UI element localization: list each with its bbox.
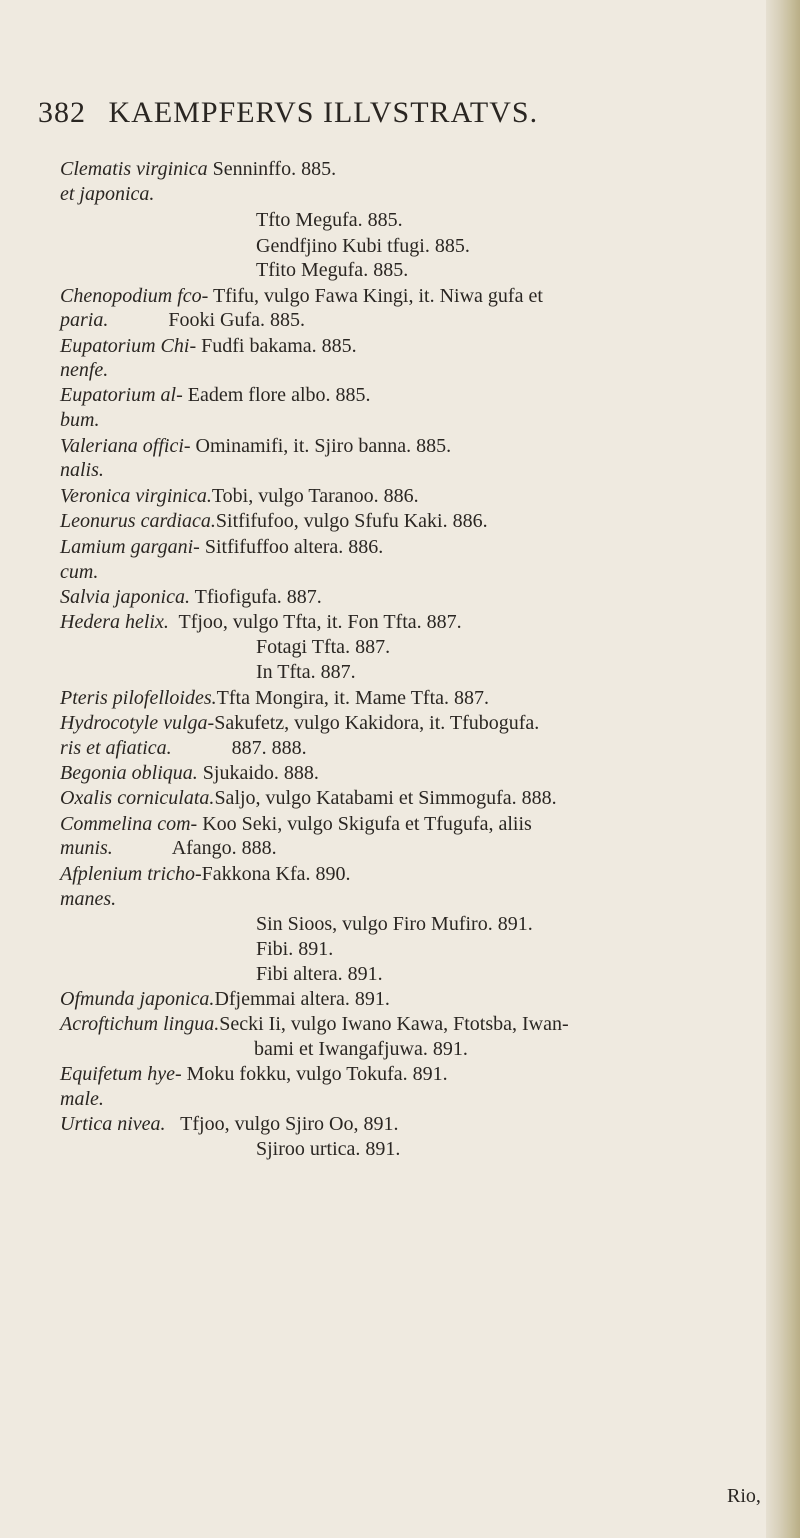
index-line [60,1087,104,1111]
index-line [60,383,371,407]
index-line [60,862,351,886]
index-line [60,836,277,860]
index-line [60,585,322,609]
index-line [60,610,462,634]
japanese-entry: bami et Iwangafjuwa. 891. [254,1038,468,1060]
japanese-entry: Ominamifi, it. Sjiro banna. 885. [190,435,452,457]
japanese-entry: Tfito Megufa. 885. [256,259,409,281]
index-line [256,660,356,684]
latin-name: Urtica nivea. [60,1113,166,1135]
index-line [60,334,357,358]
catchword: Rio, [727,1485,761,1507]
latin-name: Chenopodium fco- [60,285,209,307]
japanese-entry: Secki Ii, vulgo Iwano Kawa, Ftotsba, Iwan- [219,1013,569,1035]
index-line [60,1112,399,1136]
index-line [256,962,383,986]
index-line [256,937,333,961]
latin-name: ris et afiatica. [60,737,172,759]
latin-name: Pteris pilofelloides. [60,687,217,709]
japanese-entry: Fooki Gufa. 885. [108,309,306,331]
index-line [60,182,154,206]
index-line [60,761,319,785]
japanese-entry: Fudfi bakama. 885. [196,335,357,357]
japanese-entry: Fibi altera. 891. [256,963,383,985]
index-line [60,1012,569,1036]
latin-name: Lamium gargani- [60,536,200,558]
page-number: 382 [38,96,86,129]
latin-name: nalis. [60,459,104,481]
index-line [60,736,307,760]
latin-name: manes. [60,888,117,910]
japanese-entry: Tfto Megufa. 885. [256,209,403,231]
latin-name: Equifetum hye- [60,1063,182,1085]
japanese-entry: Sin Sioos, vulgo Firo Mufiro. 891. [256,913,533,935]
japanese-entry: Saljo, vulgo Katabami et Simmogufa. 888. [214,787,557,809]
japanese-entry: Fibi. 891. [256,938,334,960]
latin-name: Veronica virginica. [60,485,212,507]
japanese-entry: Sjiroo urtica. 891. [256,1138,401,1160]
japanese-entry: Tfiofigufa. 887. [189,586,322,608]
index-line [60,535,383,559]
index-line [60,1062,448,1086]
index-line [60,786,557,810]
japanese-entry: Koo Seki, vulgo Skigufa et Tfugufa, aliis [197,813,532,835]
japanese-entry: 887. 888. [171,737,307,759]
latin-name: nenfe. [60,359,109,381]
japanese-entry: Sakufetz, vulgo Kakidora, it. Tfubogufa. [214,712,540,734]
index-line [60,987,390,1011]
index-line [60,560,98,584]
index-line [256,1137,400,1161]
running-title: KAEMPFERVS ILLVSTRATVS. [108,96,539,129]
latin-name: male. [60,1088,104,1110]
index-line [60,157,336,181]
index-line [60,484,419,508]
latin-name: bum. [60,409,100,431]
latin-name: Hedera helix. [60,611,169,633]
latin-name: Ofmunda japonica. [60,988,215,1010]
latin-name: Commelina com- [60,813,198,835]
index-line [60,509,488,533]
index-line [256,635,390,659]
japanese-entry: Tfjoo, vulgo Tfta, it. Fon Tfta. 887. [168,611,462,633]
page-header [38,96,758,130]
japanese-entry: Eadem flore albo. 885. [182,384,371,406]
japanese-entry: Tfifu, vulgo Fawa Kingi, it. Niwa gufa et [208,285,543,307]
index-line [256,258,408,282]
latin-name: munis. [60,837,113,859]
latin-name: Salvia japonica. [60,586,190,608]
japanese-entry: Moku fokku, vulgo Tokufa. 891. [181,1063,448,1085]
japanese-entry: Afango. 888. [112,837,277,859]
index-line [60,358,108,382]
japanese-entry: Dfjemmai altera. 891. [214,988,390,1010]
japanese-entry: Tfjoo, vulgo Sjiro Oo, 891. [165,1113,399,1135]
latin-name: Afplenium tricho- [60,863,202,885]
latin-name: Valeriana offici- [60,435,191,457]
latin-name: Begonia obliqua. [60,762,198,784]
index-line [60,308,305,332]
index-line [254,1037,468,1061]
index-line [60,434,451,458]
latin-name: cum. [60,561,99,583]
index-line [60,711,539,735]
japanese-entry: Senninffo. 885. [207,158,337,180]
index-line [60,887,116,911]
latin-name: Oxalis corniculata. [60,787,215,809]
japanese-entry: Sitfifufoo, vulgo Sfufu Kaki. 886. [215,510,488,532]
index-line [60,686,489,710]
index-line [60,812,532,836]
latin-name: paria. [60,309,109,331]
latin-name: Hydrocotyle vulga- [60,712,215,734]
index-line [256,912,533,936]
index-line [60,408,99,432]
latin-name: Eupatorium al- [60,384,183,406]
japanese-entry: Tfta Mongira, it. Mame Tfta. 887. [216,687,489,709]
index-line [60,458,104,482]
japanese-entry: Gendfjino Kubi tfugi. 885. [256,235,470,257]
latin-name: Acroftichum lingua. [60,1013,220,1035]
index-line [60,284,543,308]
page-edge [766,0,800,1538]
latin-name: Leonurus cardiaca. [60,510,216,532]
index-line [256,208,403,232]
japanese-entry: Sjukaido. 888. [197,762,319,784]
japanese-entry: Tobi, vulgo Taranoo. 886. [211,485,419,507]
latin-name: Eupatorium Chi- [60,335,197,357]
japanese-entry: Fotagi Tfta. 887. [256,636,391,658]
japanese-entry: In Tfta. 887. [256,661,356,683]
latin-name: et japonica. [60,183,155,205]
index-line [256,234,470,258]
japanese-entry: Fakkona Kfa. 890. [201,863,351,885]
japanese-entry: Sitfifuffoo altera. 886. [199,536,384,558]
latin-name: Clematis virginica [60,158,208,180]
